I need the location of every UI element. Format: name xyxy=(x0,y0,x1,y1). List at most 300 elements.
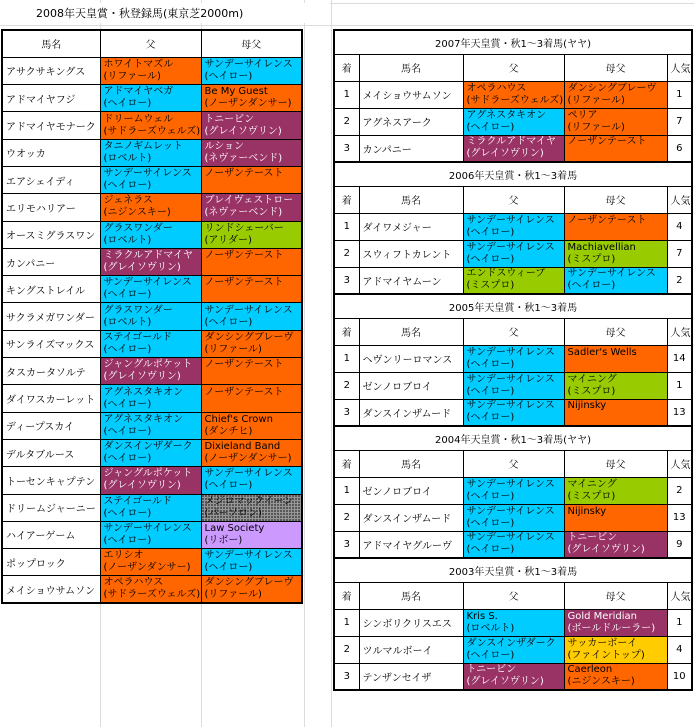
sire-cell-lineage: (ヘイロー) xyxy=(103,398,152,410)
horse-name-cell: アグネスアーク xyxy=(359,108,463,135)
sire-cell-lineage: (ヘイロー) xyxy=(466,358,515,370)
column-header: 父 xyxy=(463,582,564,609)
column-header: 着 xyxy=(334,318,359,345)
dam-sire-cell xyxy=(564,399,667,426)
column-header: 着 xyxy=(334,582,359,609)
column-header: 母父 xyxy=(564,54,667,81)
sire-cell xyxy=(463,81,564,108)
dam-sire-cell-name: ダンシングブレーヴ xyxy=(204,331,294,343)
section-title: 2007年天皇賞・秋1～3着馬(ヤヤ) xyxy=(334,30,692,54)
finish-position-cell: 2 xyxy=(334,504,359,531)
dam-sire-cell-lineage: (リボー) xyxy=(204,534,243,546)
dam-sire-cell-name: サンデーサイレンス xyxy=(204,468,293,480)
sire-cell xyxy=(100,549,201,576)
horse-name-cell: サンライズマックス xyxy=(2,330,100,357)
sire-cell xyxy=(100,248,201,275)
popularity-cell: 1 xyxy=(667,609,692,636)
sire-cell-name: ジャングルポケット xyxy=(103,468,193,480)
sire-cell xyxy=(100,576,201,603)
sire-cell-lineage: (ヘイロー) xyxy=(103,453,152,465)
horse-name-cell: ダンスインザムード xyxy=(359,504,463,531)
sire-cell xyxy=(463,108,564,135)
sire-cell xyxy=(100,303,201,330)
column-header: 父 xyxy=(463,318,564,345)
dam-sire-cell xyxy=(564,267,667,294)
popularity-cell: 9 xyxy=(667,531,692,558)
right-header-row xyxy=(334,582,692,609)
column-header: 母父 xyxy=(564,582,667,609)
dam-sire-cell-lineage: (リファール) xyxy=(567,121,625,133)
section-title: 2003年天皇賞・秋1～3着馬 xyxy=(334,558,692,582)
finish-position-cell: 3 xyxy=(334,399,359,426)
table-row xyxy=(334,108,692,135)
sire-cell-name: ジャングルポケット xyxy=(103,359,193,371)
page-title: 2008年天皇賞・秋登録馬(東京芝2000m) xyxy=(0,3,330,23)
dam-sire-cell-lineage xyxy=(205,180,299,192)
finish-position-cell: 1 xyxy=(334,345,359,372)
horse-name-cell: カンパニー xyxy=(359,135,463,162)
sire-cell-name: サンデーサイレンス xyxy=(466,400,555,412)
sire-cell-lineage: (ヘイロー) xyxy=(466,385,515,397)
dam-sire-cell-name: Law Society xyxy=(204,522,265,534)
dam-sire-cell xyxy=(201,85,302,112)
sire-cell xyxy=(100,276,201,303)
dam-sire-cell xyxy=(201,330,302,357)
sire-cell-lineage: (ヘイロー) xyxy=(103,343,152,355)
sire-cell-lineage: (ノーザンダンサー) xyxy=(103,562,191,574)
table-row xyxy=(2,494,302,521)
dam-sire-cell-name: Sadler's Wells xyxy=(567,346,637,358)
sire-cell xyxy=(100,85,201,112)
dam-sire-cell-name: リンドシェーバー xyxy=(204,222,284,234)
sire-cell-lineage: (ヘイロー) xyxy=(103,534,152,546)
dam-sire-cell xyxy=(564,504,667,531)
dam-sire-cell xyxy=(201,303,302,330)
dam-sire-cell-lineage: (ニジンスキー) xyxy=(567,676,635,688)
dam-sire-cell-lineage: (ノーザンダンサー) xyxy=(204,98,292,110)
finish-position-cell: 3 xyxy=(334,663,359,690)
horse-name-cell: ディープスカイ xyxy=(2,412,100,439)
horse-name-cell: ハイアーゲーム xyxy=(2,521,100,548)
horse-name-cell: ゼンノロブロイ xyxy=(359,372,463,399)
sire-cell-name: ステイゴールド xyxy=(103,331,172,343)
dam-sire-cell-lineage: (ヘイロー) xyxy=(204,480,253,492)
sire-cell-lineage: (ロベルト) xyxy=(466,622,515,634)
finish-position-cell: 1 xyxy=(334,477,359,504)
column-header: 父 xyxy=(463,186,564,213)
dam-sire-cell-lineage: (ミスプロ) xyxy=(567,490,616,502)
dam-sire-cell-lineage: (ファイントップ) xyxy=(567,649,645,661)
section-title-row xyxy=(334,558,692,582)
dam-sire-cell xyxy=(201,385,302,412)
column-header: 馬名 xyxy=(359,186,463,213)
table-row xyxy=(334,504,692,531)
column-header: 母父 xyxy=(201,30,302,57)
dam-sire-cell xyxy=(201,439,302,466)
table-row xyxy=(334,636,692,663)
finish-position-cell: 2 xyxy=(334,636,359,663)
table-row xyxy=(2,467,302,494)
dam-sire-cell-lineage xyxy=(568,359,664,371)
sire-cell xyxy=(463,240,564,267)
dam-sire-cell-name: Nijinsky xyxy=(567,400,607,412)
horse-name-cell: アドマイヤグルーヴ xyxy=(359,531,463,558)
sire-cell xyxy=(100,494,201,521)
registered-horses-table xyxy=(1,29,303,604)
gridline xyxy=(331,0,332,727)
sire-cell-lineage: (ロベルト) xyxy=(103,234,152,246)
sire-cell-lineage: (ニジンスキー) xyxy=(103,207,171,219)
dam-sire-cell-lineage: (ネヴァーベンド) xyxy=(204,152,283,164)
dam-sire-cell-lineage: (ミスプロ) xyxy=(567,253,616,265)
column-header: 馬名 xyxy=(2,30,100,57)
horse-name-cell: トーセンキャプテン xyxy=(2,467,100,494)
table-row xyxy=(334,399,692,426)
table-row xyxy=(2,112,302,139)
dam-sire-cell-lineage: (パーソロン) xyxy=(204,507,262,519)
table-row xyxy=(2,385,302,412)
sire-cell-lineage: (ヘイロー) xyxy=(466,544,515,556)
sire-cell-name: サンデーサイレンス xyxy=(466,214,555,226)
dam-sire-cell-lineage xyxy=(568,412,664,424)
sire-cell-name: サンデーサイレンス xyxy=(466,373,555,385)
dam-sire-cell-lineage: (ヘイロー) xyxy=(567,280,616,292)
sire-cell xyxy=(100,139,201,166)
finish-position-cell: 1 xyxy=(334,213,359,240)
sire-cell-name: トニービン xyxy=(466,664,517,676)
sire-cell xyxy=(100,439,201,466)
sire-cell xyxy=(463,372,564,399)
sire-cell-name: サンデーサイレンス xyxy=(466,346,555,358)
popularity-cell: 7 xyxy=(667,108,692,135)
dam-sire-cell-name: サンデーサイレンス xyxy=(567,268,656,280)
dam-sire-cell-lineage xyxy=(205,262,299,274)
sire-cell xyxy=(100,221,201,248)
horse-name-cell: アドマイヤフジ xyxy=(2,85,100,112)
finish-position-cell: 2 xyxy=(334,372,359,399)
dam-sire-cell xyxy=(564,213,667,240)
sire-cell-lineage: (リファール) xyxy=(103,70,161,82)
dam-sire-cell-name: Be My Guest xyxy=(204,86,268,98)
sire-cell-name: オペラハウス xyxy=(103,577,164,589)
right-header-row xyxy=(334,54,692,81)
horse-name-cell: ダイワスカーレット xyxy=(2,385,100,412)
dam-sire-cell xyxy=(564,108,667,135)
gridline xyxy=(304,0,305,727)
sire-cell-lineage: (ヘイロー) xyxy=(466,412,515,424)
popularity-cell: 4 xyxy=(667,213,692,240)
dam-sire-cell xyxy=(201,112,302,139)
sire-cell-name: ホワイトマズル xyxy=(103,58,174,70)
dam-sire-cell-lineage: (ヘイロー) xyxy=(204,70,253,82)
section-title-row xyxy=(334,426,692,450)
sire-cell-name: タニノギムレット xyxy=(103,140,183,152)
horse-name-cell: エリモハリアー xyxy=(2,194,100,221)
dam-sire-cell-lineage xyxy=(568,518,664,530)
sire-cell xyxy=(100,412,201,439)
dam-sire-cell-name: メジロマックイーン xyxy=(204,495,294,507)
dam-sire-cell-name: ノーザンテースト xyxy=(204,168,284,180)
table-row xyxy=(2,85,302,112)
column-header: 母父 xyxy=(564,318,667,345)
dam-sire-cell-name: Dixieland Band xyxy=(204,441,281,453)
sire-cell-name: グラスワンダー xyxy=(103,222,173,234)
popularity-cell: 13 xyxy=(667,399,692,426)
dam-sire-cell xyxy=(201,549,302,576)
finish-position-cell: 3 xyxy=(334,531,359,558)
sire-cell xyxy=(463,609,564,636)
sire-cell-lineage: (サドラーズウェルズ) xyxy=(466,94,564,106)
dam-sire-cell-name: ノーザンテースト xyxy=(204,359,284,371)
table-row xyxy=(2,330,302,357)
horse-name-cell: ダンスインザムード xyxy=(359,399,463,426)
dam-sire-cell-name: ダンシングブレーヴ xyxy=(204,577,294,589)
sire-cell-name: グラスワンダー xyxy=(103,304,173,316)
sire-cell-name: サンデーサイレンス xyxy=(103,168,192,180)
dam-sire-cell xyxy=(201,248,302,275)
dam-sire-cell-name: トニービン xyxy=(204,113,255,125)
table-row xyxy=(2,166,302,193)
dam-sire-cell-lineage: (ヘイロー) xyxy=(204,562,253,574)
column-header: 父 xyxy=(463,450,564,477)
column-header: 馬名 xyxy=(359,318,463,345)
dam-sire-cell xyxy=(564,531,667,558)
dam-sire-cell-name: Caerleon xyxy=(567,664,613,676)
finish-position-cell: 3 xyxy=(334,267,359,294)
sire-cell xyxy=(100,112,201,139)
table-row xyxy=(2,521,302,548)
popularity-cell: 4 xyxy=(667,636,692,663)
sire-cell-lineage: (グレイソヴリン) xyxy=(466,676,544,688)
dam-sire-cell-lineage: (ネヴァーベンド) xyxy=(204,207,283,219)
table-row xyxy=(2,139,302,166)
dam-sire-cell-lineage: (リファール) xyxy=(567,94,625,106)
sire-cell-lineage: (ミスプロ) xyxy=(466,280,515,292)
section-title-row xyxy=(334,162,692,186)
dam-sire-cell-name: ノーザンテースト xyxy=(204,386,284,398)
dam-sire-cell-name: ノーザンテースト xyxy=(567,214,647,226)
sire-cell-lineage: (ロベルト) xyxy=(103,152,152,164)
sire-cell-name: ミラクルアドマイヤ xyxy=(466,136,556,148)
dam-sire-cell-name: サンデーサイレンス xyxy=(204,304,293,316)
sire-cell-lineage: (ヘイロー) xyxy=(103,98,152,110)
dam-sire-cell-lineage: (アリダー) xyxy=(204,234,252,246)
sire-cell-name: オペラハウス xyxy=(466,82,527,94)
sire-cell-name: サンデーサイレンス xyxy=(466,241,555,253)
table-row xyxy=(2,549,302,576)
sire-cell-lineage: (ロベルト) xyxy=(103,316,152,328)
dam-sire-cell xyxy=(201,57,302,84)
sire-cell-name: ジェネラス xyxy=(103,195,153,207)
sire-cell-lineage: (ヘイロー) xyxy=(103,180,152,192)
sire-cell-name: ダンスインザダーク xyxy=(466,637,556,649)
table-row xyxy=(2,221,302,248)
dam-sire-cell xyxy=(564,663,667,690)
past-results-table xyxy=(333,29,693,691)
column-header: 着 xyxy=(334,186,359,213)
sire-cell-lineage: (グレイソヴリン) xyxy=(103,480,181,492)
dam-sire-cell xyxy=(564,240,667,267)
column-header: 人気 xyxy=(667,54,692,81)
popularity-cell: 10 xyxy=(667,663,692,690)
dam-sire-cell-name: ルション xyxy=(204,140,245,152)
dam-sire-cell xyxy=(564,345,667,372)
finish-position-cell: 2 xyxy=(334,108,359,135)
dam-sire-cell xyxy=(201,139,302,166)
column-header: 着 xyxy=(334,450,359,477)
dam-sire-cell xyxy=(564,372,667,399)
sire-cell-name: ミラクルアドマイヤ xyxy=(103,250,193,262)
popularity-cell: 13 xyxy=(667,504,692,531)
sire-cell-lineage: (ヘイロー) xyxy=(103,289,152,301)
table-row xyxy=(2,576,302,603)
dam-sire-cell-name: サンデーサイレンス xyxy=(204,58,293,70)
sire-cell-name: エリシオ xyxy=(103,550,144,562)
horse-name-cell: スウィフトカレント xyxy=(359,240,463,267)
table-row xyxy=(334,81,692,108)
column-header: 父 xyxy=(100,30,201,57)
sire-cell xyxy=(100,521,201,548)
section-title-row xyxy=(334,294,692,318)
horse-name-cell: テンザンセイザ xyxy=(359,663,463,690)
dam-sire-cell xyxy=(564,135,667,162)
dam-sire-cell-name: ダンシングブレーヴ xyxy=(567,82,657,94)
sire-cell-name: サンデーサイレンス xyxy=(103,522,192,534)
popularity-cell: 1 xyxy=(667,81,692,108)
table-row xyxy=(334,213,692,240)
dam-sire-cell-lineage: (ボールドルーラー) xyxy=(567,622,656,634)
sire-cell xyxy=(463,267,564,294)
sire-cell-name: アドマイヤベガ xyxy=(103,86,174,98)
dam-sire-cell-name: Nijinsky xyxy=(567,505,607,517)
dam-sire-cell xyxy=(564,477,667,504)
dam-sire-cell xyxy=(201,412,302,439)
horse-name-cell: ドリームジャーニー xyxy=(2,494,100,521)
horse-name-cell: アサクサキングス xyxy=(2,57,100,84)
dam-sire-cell-name: サッカーボーイ xyxy=(567,637,638,649)
finish-position-cell: 1 xyxy=(334,609,359,636)
sire-cell xyxy=(100,194,201,221)
sire-cell-lineage: (ヘイロー) xyxy=(466,226,515,238)
dam-sire-cell xyxy=(564,636,667,663)
dam-sire-cell-lineage: (ダンチヒ) xyxy=(204,425,253,437)
table-row xyxy=(334,609,692,636)
table-row xyxy=(2,303,302,330)
popularity-cell: 6 xyxy=(667,135,692,162)
horse-name-cell: ヘヴンリーロマンス xyxy=(359,345,463,372)
sire-cell-lineage: (ヘイロー) xyxy=(103,425,152,437)
column-header: 馬名 xyxy=(359,450,463,477)
table-row xyxy=(334,531,692,558)
dam-sire-cell-lineage xyxy=(205,289,299,301)
sire-cell xyxy=(463,663,564,690)
column-header: 母父 xyxy=(564,186,667,213)
dam-sire-cell-name: マイニング xyxy=(567,373,617,385)
section-title: 2006年天皇賞・秋1～3着馬 xyxy=(334,162,692,186)
column-header: 母父 xyxy=(564,450,667,477)
sire-cell-lineage: (ヘイロー) xyxy=(103,507,152,519)
finish-position-cell: 2 xyxy=(334,240,359,267)
sire-cell-lineage: (ヘイロー) xyxy=(466,490,515,502)
dam-sire-cell xyxy=(201,576,302,603)
column-header: 父 xyxy=(463,54,564,81)
dam-sire-cell-lineage xyxy=(205,399,299,411)
dam-sire-cell-name: トニービン xyxy=(567,532,618,544)
dam-sire-cell-name: Gold Meridian xyxy=(567,610,637,622)
sire-cell-lineage: (ヘイロー) xyxy=(466,649,515,661)
horse-name-cell: キングストレイル xyxy=(2,276,100,303)
dam-sire-cell xyxy=(564,81,667,108)
dam-sire-cell-lineage: (ヘイロー) xyxy=(204,316,253,328)
sire-cell-name: ステイゴールド xyxy=(103,495,172,507)
horse-name-cell: ウオッカ xyxy=(2,139,100,166)
sire-cell xyxy=(463,636,564,663)
dam-sire-cell-lineage: (リファール) xyxy=(204,589,262,601)
dam-sire-cell-name: ノーザンテースト xyxy=(204,277,284,289)
dam-sire-cell-lineage xyxy=(568,227,664,239)
column-header: 馬名 xyxy=(359,54,463,81)
popularity-cell: 14 xyxy=(667,345,692,372)
table-row xyxy=(2,57,302,84)
sire-cell xyxy=(100,467,201,494)
sire-cell xyxy=(463,477,564,504)
sire-cell-lineage: (ヘイロー) xyxy=(466,121,515,133)
table-row xyxy=(334,345,692,372)
horse-name-cell: ゼンノロブロイ xyxy=(359,477,463,504)
horse-name-cell: オースミグラスワン xyxy=(2,221,100,248)
sire-cell xyxy=(100,358,201,385)
right-header-row xyxy=(334,318,692,345)
column-header: 着 xyxy=(334,54,359,81)
dam-sire-cell xyxy=(201,467,302,494)
column-header: 人気 xyxy=(667,582,692,609)
column-header: 人気 xyxy=(667,318,692,345)
popularity-cell: 2 xyxy=(667,477,692,504)
dam-sire-cell xyxy=(201,221,302,248)
dam-sire-cell-lineage: (ノーザンダンサー) xyxy=(204,453,292,465)
sire-cell-lineage: (サドラーズウェルズ) xyxy=(103,125,201,137)
dam-sire-cell-name: マイニング xyxy=(567,478,617,490)
table-row xyxy=(334,240,692,267)
left-header-row xyxy=(2,30,302,57)
sire-cell xyxy=(463,345,564,372)
sire-cell-name: サンデーサイレンス xyxy=(466,532,555,544)
popularity-cell: 7 xyxy=(667,240,692,267)
section-title-row xyxy=(334,30,692,54)
dam-sire-cell-lineage: (リファール) xyxy=(204,343,262,355)
dam-sire-cell xyxy=(201,276,302,303)
right-header-row xyxy=(334,450,692,477)
table-row xyxy=(2,412,302,439)
dam-sire-cell-name: ノーザンテースト xyxy=(204,250,284,262)
dam-sire-cell xyxy=(201,521,302,548)
sire-cell-lineage: (サドラーズウェルズ) xyxy=(103,589,201,601)
sire-cell-name: ドリームウェル xyxy=(103,113,174,125)
table-row xyxy=(334,663,692,690)
horse-name-cell: ポップロック xyxy=(2,549,100,576)
horse-name-cell: メイショウサムソン xyxy=(2,576,100,603)
sire-cell-name: アグネスタキオン xyxy=(103,413,184,425)
sire-cell-name: サンデーサイレンス xyxy=(466,478,555,490)
dam-sire-cell-lineage: (ミスプロ) xyxy=(567,385,616,397)
sire-cell-name: サンデーサイレンス xyxy=(103,277,192,289)
sire-cell xyxy=(463,399,564,426)
horse-name-cell: アドマイヤムーン xyxy=(359,267,463,294)
dam-sire-cell xyxy=(201,358,302,385)
gridline xyxy=(0,25,694,26)
right-header-row xyxy=(334,186,692,213)
sire-cell-name: サンデーサイレンス xyxy=(466,505,555,517)
